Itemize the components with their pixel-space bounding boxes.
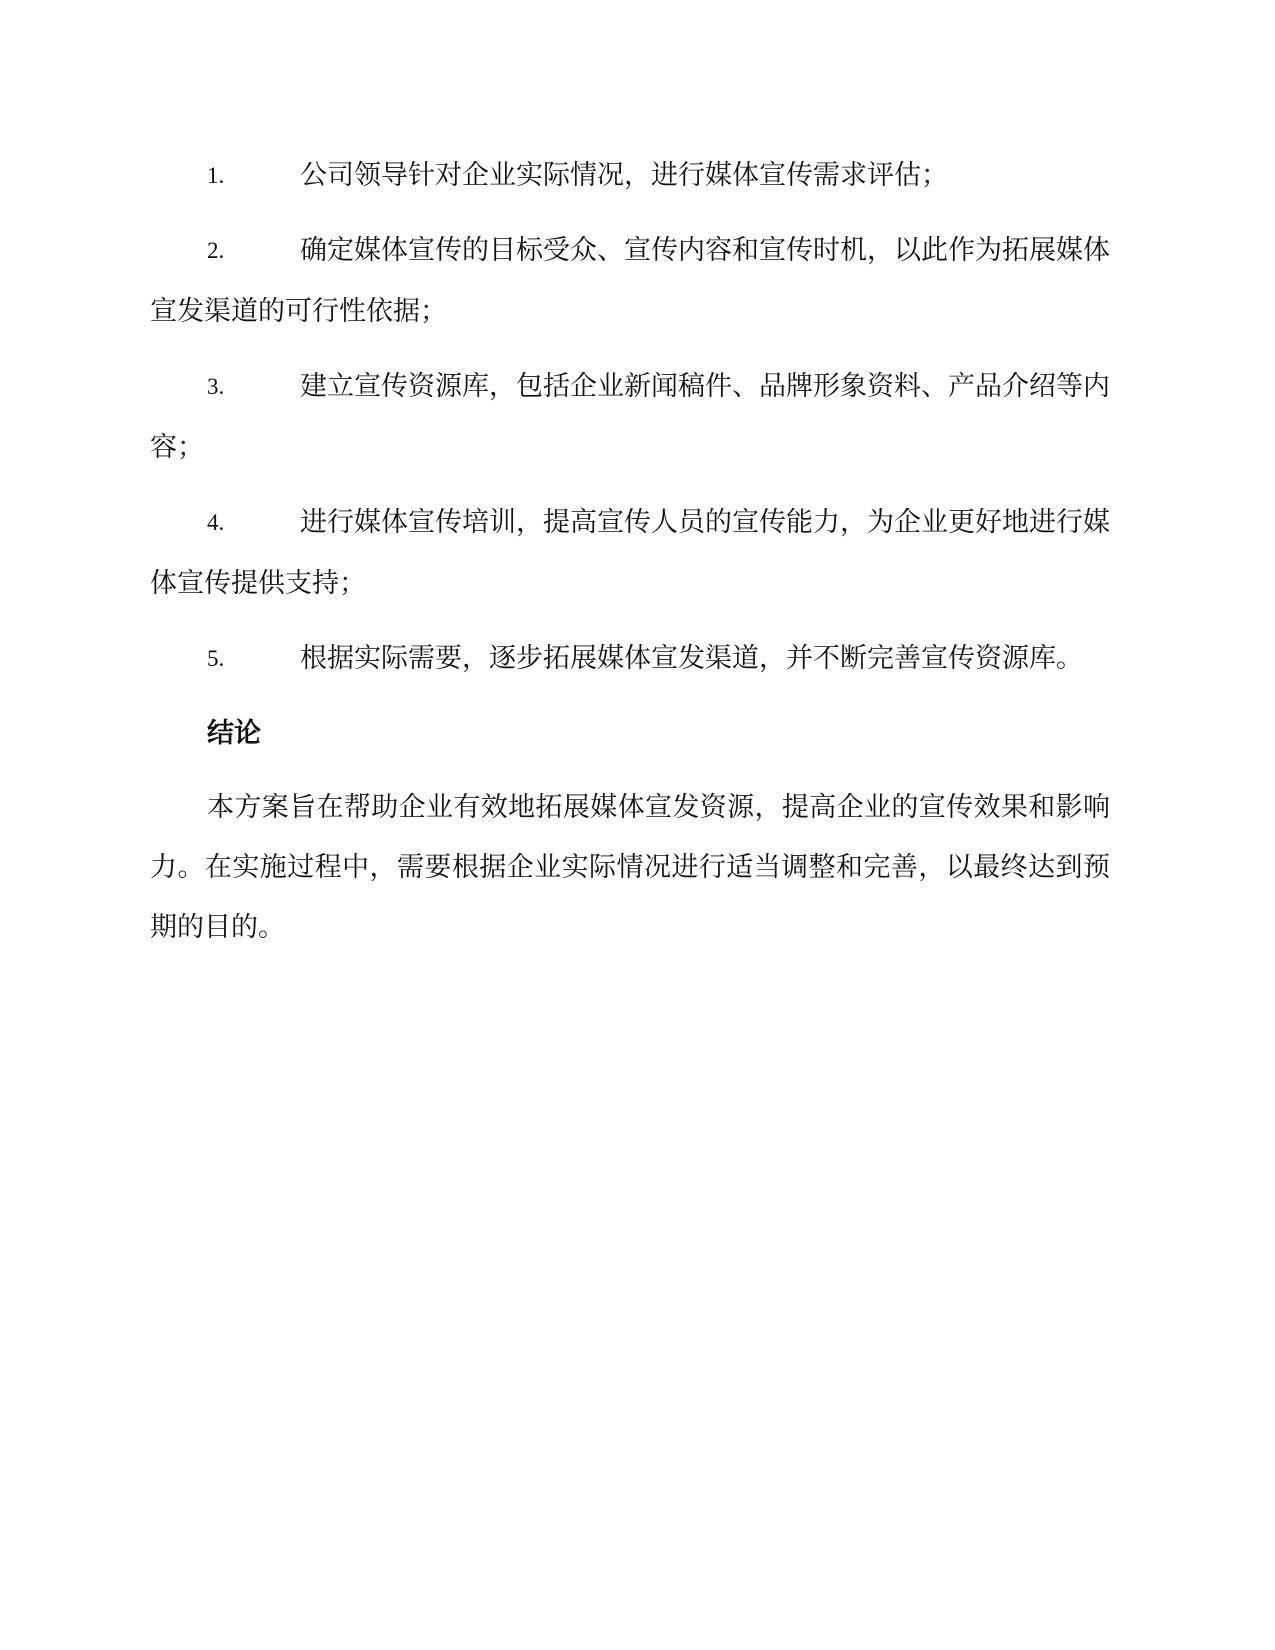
list-item — [150, 492, 1110, 614]
list-item — [150, 220, 1110, 342]
document-content — [150, 145, 1110, 958]
list-item-text: 进行媒体宣传培训，提高宣传人员的宣传能力，为企业更好地进行媒体宣传提供支持； — [150, 507, 1110, 599]
list-item — [150, 145, 1110, 206]
conclusion-paragraph: 本方案旨在帮助企业有效地拓展媒体宣发资源，提高企业的宣传效果和影响力。在实施过程中，需要根据企业实际情况进行适当调整和完善，以最终达到预期的目的。 — [150, 792, 1110, 943]
conclusion-heading: 结论 — [207, 718, 261, 749]
list-item-text: 建立宣传资源库，包括企业新闻稿件、品牌形象资料、产品介绍等内容； — [150, 371, 1110, 463]
list-item — [150, 356, 1110, 478]
list-item — [150, 628, 1110, 689]
list-item-number: 1. — [207, 163, 225, 188]
list-item-number: 4. — [207, 510, 225, 535]
list-item-number: 2. — [207, 238, 225, 263]
list-item-text: 确定媒体宣传的目标受众、宣传内容和宣传时机，以此作为拓展媒体宣发渠道的可行性依据； — [150, 235, 1110, 327]
list-item-text: 公司领导针对企业实际情况，进行媒体宣传需求评估； — [300, 160, 948, 191]
list-item-text: 根据实际需要，逐步拓展媒体宣发渠道，并不断完善宣传资源库。 — [300, 643, 1083, 674]
list-item-number: 3. — [207, 374, 225, 399]
list-item-number: 5. — [207, 646, 225, 671]
